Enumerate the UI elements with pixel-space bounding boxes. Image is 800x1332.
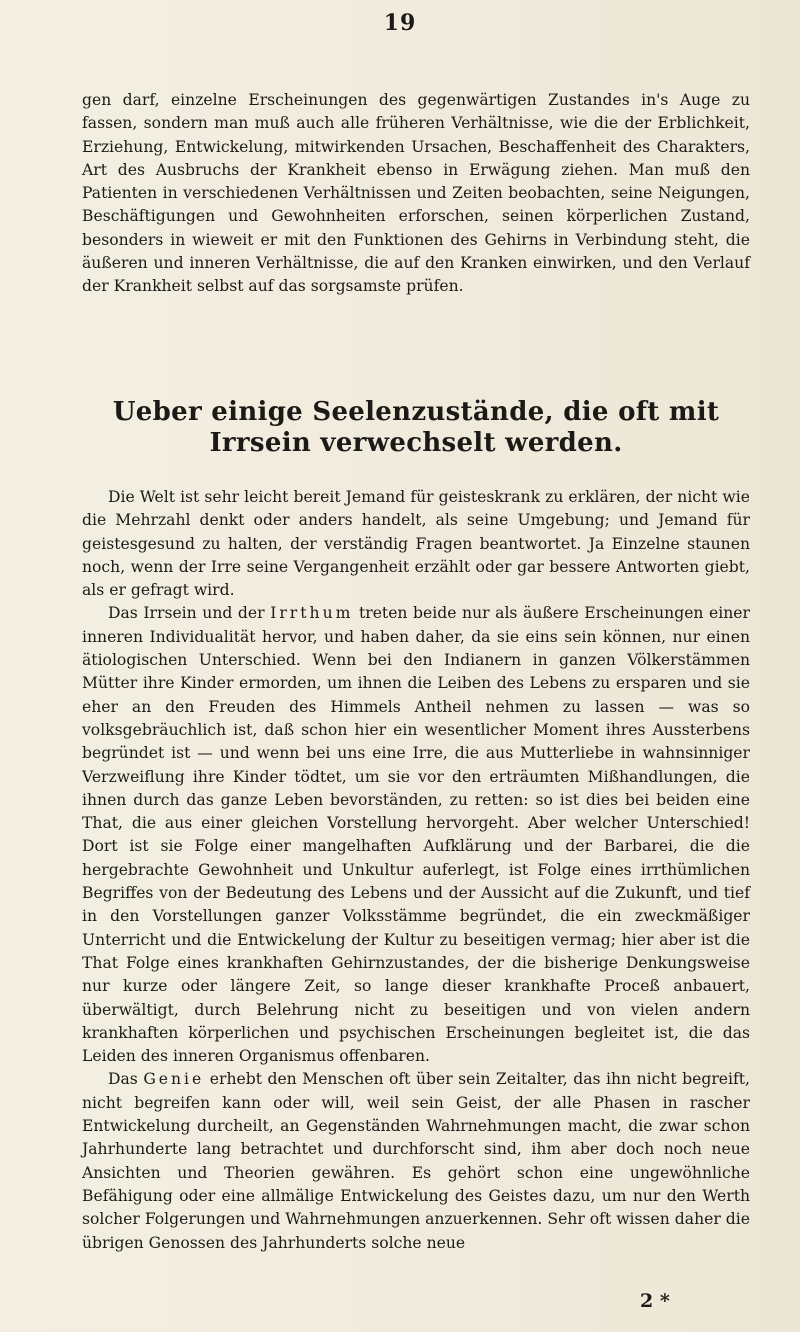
paragraph-insanity-error — [82, 602, 750, 1068]
paragraph-genius — [82, 1068, 750, 1254]
page-number: 19 — [383, 10, 417, 36]
paragraph-4-rest: erhebt den Menschen oft über sein Zeitalter, das ihn nicht begreift, nicht begreifen kann oder will, weil sein Geist, der alle Phasen in rascher Entwickelung durcheilt, an Gegenständen Wahrnehmungen macht, die zwar schon Jahrhunderte lang betrachtet und durchforscht sind, ihm aber doch noch neue Ansichten und Theorien gewähren. Es gehört schon eine ungewöhnliche Befähigung oder eine allmälige Entwickelung des Geistes dazu, um nur den Werth solcher Folgerungen und Wahrnehmungen anzuerkennen. Sehr oft wissen daher die übrigen Genossen des Jahrhunderts solche neue — [82, 1070, 750, 1252]
paragraph-world-judgement: Die Welt ist sehr leicht bereit Jemand für geisteskrank zu erklären, der nicht wie die Mehrzahl denkt oder anders handelt, als seine Umgebung; und Jemand für geistesgesund zu halten, der verständig Fragen beantwortet. Ja Einzelne staunen noch, wenn der Irre seine Vergangenheit erzählt oder gar bessere Antworten giebt, als er gefragt wird. — [82, 488, 750, 600]
paragraph-continuation: gen darf, einzelne Erscheinungen des gegenwärtigen Zustandes in's Auge zu fassen, sondern man muß auch alle früheren Verhältnisse, wie die der Erblichkeit, Erziehung, Entwickelung, mitwirkenden Ursachen, Beschaffenheit des Charakters, Art des Ausbruchs der Krankheit ebenso in Erwägung ziehen. Man muß den Patienten in verschiedenen Verhältnissen und Zeiten beobachten, seine Neigungen, Beschäftigungen und Gewohnheiten erforschen, seinen körperlichen Zustand, besonders in wieweit er mit den Funktionen des Gehirns in Verbindung steht, die äußeren und inneren Verhältnisse, die auf den Kranken einwirken, und den Verlauf der Krankheit selbst auf das sorgsamste prüfen. — [82, 91, 750, 296]
section-heading: Ueber einige Seelenzustände, die oft mit Irrsein verwechselt werden. — [112, 397, 720, 458]
emphasized-term-genie: Genie — [143, 1070, 205, 1089]
opening-paragraph-block — [82, 89, 750, 299]
section-body — [82, 486, 750, 1255]
printer-signature-mark: 2 * — [640, 1290, 670, 1312]
emphasized-term-irrthum: Irrthum — [270, 604, 354, 623]
paragraph-3-rest: treten beide nur als äußere Erscheinungen einer inneren Individualität hervor, und haben daher, da sie eins sein können, nur einen ätiologischen Unterschied. Wenn bei den Indianern in ganzen Völkerstämmen Mütter ihre Kinder ermorden, um ihnen die Leiben des Lebens zu ersparen und sie eher an den Freuden des Himmels Antheil nehmen zu lassen — was so volksgebräuchlich ist, daß schon hier ein wesentlicher Moment ihres Aussterbens begründet ist — und wenn bei uns eine Irre, die aus Mutterliebe in wahnsinniger Verzweiflung ihre Kinder tödtet, um sie vor den erträumten Mißhandlungen, die ihnen durch das ganze Leben bevorständen, zu retten: so ist dies bei beiden eine That, die aus einer gleichen Vorstellung hervorgeht. Aber welcher Unterschied! Dort ist sie Folge einer mangelhaften Aufklärung und der Barbarei, die die hergebrachte Gewohnheit und Unkultur auferlegt, ist Folge eines irrthümlichen Begriffes von der Bedeutung des Lebens und der Aussicht auf die Zukunft, und tief in den Vorstellungen ganzer Volksstämme begründet, die ein zweckmäßiger Unterricht und die Entwickelung der Kultur zu beseitigen vermag; hier aber ist die That Folge eines krankhaften Gehirnzustandes, der die bisherige Denkungsweise nur kurze oder längere Zeit, so lange dieser krankhafte Proceß anbauert, überwältigt, durch Belehrung nicht zu beseitigen und von vielen andern krankhaften körperlichen und psychischen Erscheinungen begleitet ist, die das Leiden des inneren Organismus offenbaren. — [82, 604, 750, 1066]
paragraph-4-lead: Das — [108, 1070, 144, 1089]
paragraph-3-lead: Das Irrsein und der — [108, 604, 271, 623]
